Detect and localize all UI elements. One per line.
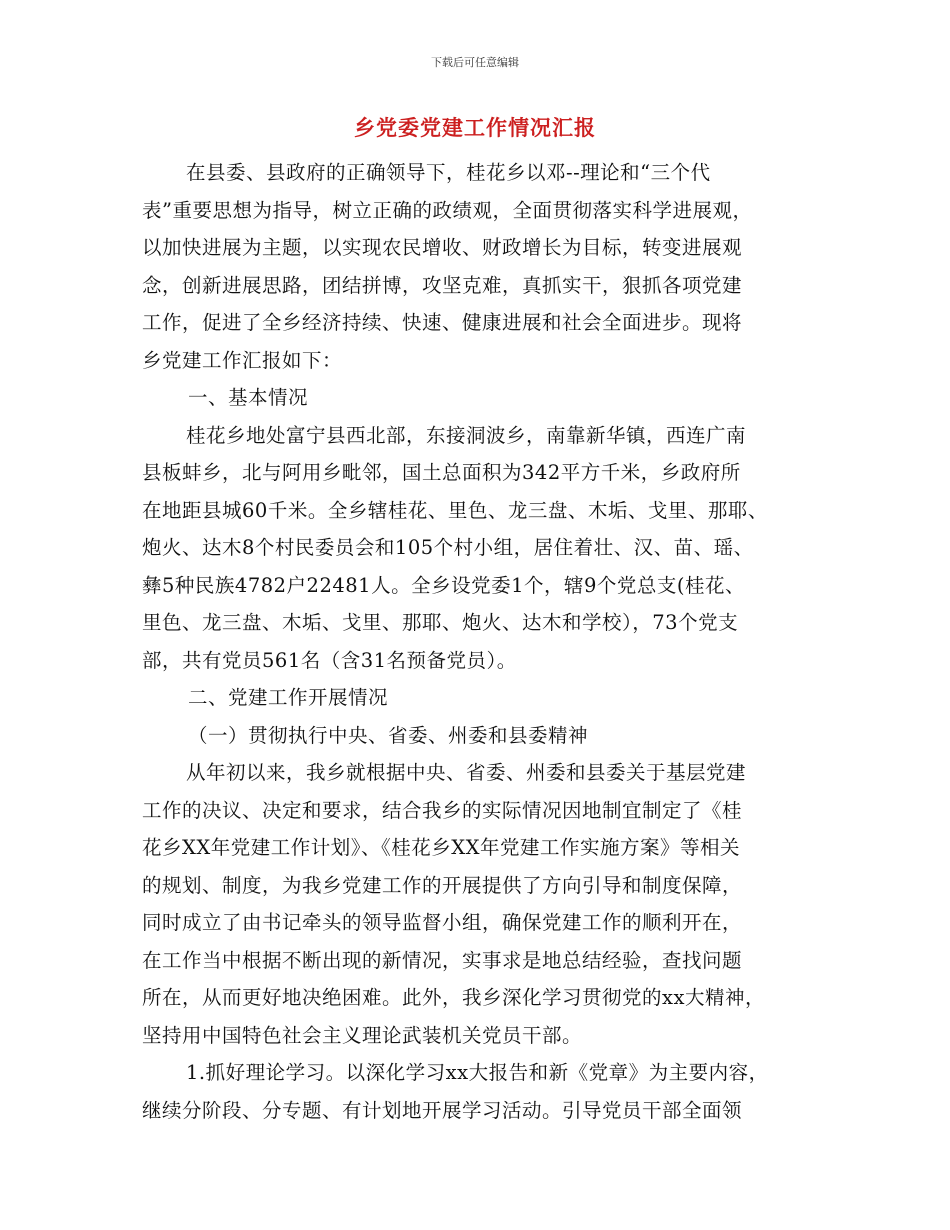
- text-line: 县板蚌乡，北与阿用乡毗邻，国土总面积为342平方千米，乡政府所: [142, 461, 741, 484]
- text-line: 从年初以来，我乡就根据中央、省委、州委和县委关于基层党建: [186, 761, 747, 784]
- text-line: 所在，从而更好地决绝困难。此外，我乡深化学习贯彻党的xx大精神，: [142, 986, 765, 1009]
- text-line: 乡党建工作汇报如下：: [142, 348, 343, 372]
- text-line: 桂花乡地处富宁县西北部，东接洞波乡，南靠新华镇，西连广南: [186, 423, 747, 447]
- text-line: 炮火、达木8个村民委员会和105个村小组，居住着壮、汉、苗、瑶、: [142, 536, 754, 559]
- text-line: 彝5种民族4782户22481人。全乡设党委1个，辖9个党总支(桂花、: [142, 573, 745, 597]
- subsection-heading: （一）贯彻执行中央、省委、州委和县委精神: [188, 723, 589, 747]
- document-title: 乡党委党建工作情况汇报: [354, 115, 596, 140]
- text-line: 坚持用中国特色社会主义理论武装机关党员干部。: [142, 1023, 583, 1047]
- text-line: 里色、龙三盘、木垢、戈里、那耶、炮火、达木和学校），73个党支: [142, 611, 739, 634]
- text-line: 1.抓好理论学习。以深化学习xx大报告和新《党章》为主要内容，: [186, 1061, 769, 1084]
- text-line: 继续分阶段、分专题、有计划地开展学习活动。引导党员干部全面领: [142, 1098, 743, 1122]
- text-line: 的规划、制度，为我乡党建工作的开展提供了方向引导和制度保障，: [142, 873, 743, 897]
- text-line: 表”重要思想为指导，树立正确的政绩观，全面贯彻落实科学进展观，: [142, 198, 753, 222]
- section-heading: 一、基本情况: [188, 386, 309, 409]
- text-line: 部，共有党员561名（含31名预备党员）。: [142, 648, 517, 672]
- text-line: 在县委、县政府的正确领导下，桂花乡以邓--理论和“三个代: [186, 161, 711, 184]
- text-line: 工作，促进了全乡经济持续、快速、健康进展和社会全面进步。现将: [142, 311, 743, 334]
- header-note: 下载后可任意编辑: [431, 56, 519, 69]
- text-line: 以加快进展为主题，以实现农民增收、财政增长为目标，转变进展观: [142, 236, 743, 259]
- document-body: [142, 158, 814, 1133]
- text-line: 在地距县城60千米。全乡辖桂花、里色、龙三盘、木垢、戈里、那耶、: [142, 498, 768, 522]
- section-heading: 二、党建工作开展情况: [188, 686, 389, 709]
- text-line: 念，创新进展思路，团结拼博，攻坚克难，真抓实干，狠抓各项党建: [142, 273, 743, 297]
- text-line: 在工作当中根据不断出现的新情况，实事求是地总结经验，查找问题: [142, 948, 743, 972]
- text-line: 花乡XX年党建工作计划》、《桂花乡XX年党建工作实施方案》等相关: [142, 836, 741, 859]
- text-line: 同时成立了由书记牵头的领导监督小组，确保党建工作的顺利开在，: [142, 911, 743, 934]
- text-line: 工作的决议、决定和要求，结合我乡的实际情况因地制宜制定了《桂: [142, 798, 743, 822]
